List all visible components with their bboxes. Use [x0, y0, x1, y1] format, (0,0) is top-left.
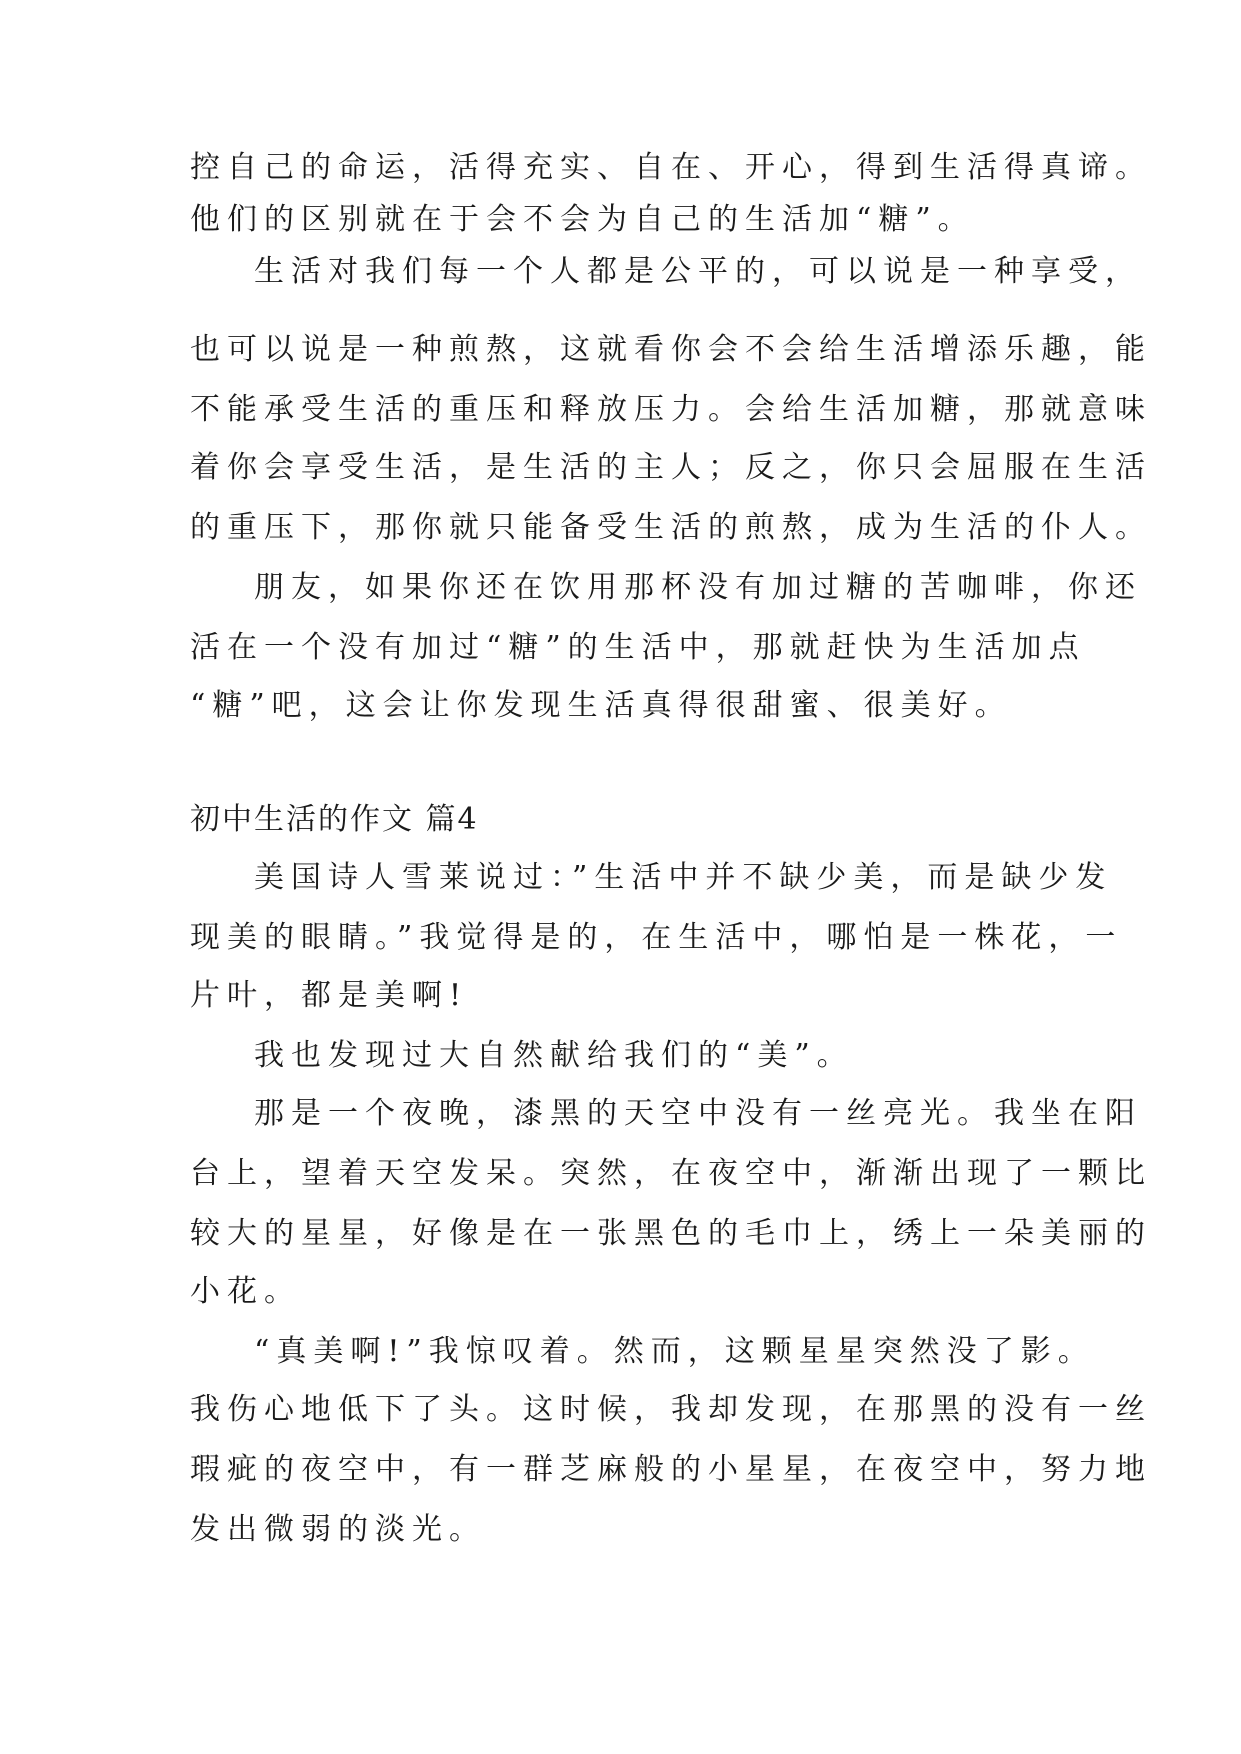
text-line: 着你会享受生活，是生活的主人；反之，你只会屈服在生活: [190, 450, 1152, 485]
text-line: 较大的星星，好像是在一张黑色的毛巾上，绣上一朵美丽的: [190, 1216, 1152, 1251]
text-line: 也可以说是一种煎熬，这就看你会不会给生活增添乐趣，能: [190, 332, 1152, 367]
section-heading: 初中生活的作文 篇4: [190, 802, 479, 837]
paragraph-first-line: 那是一个夜晚，漆黑的天空中没有一丝亮光。我坐在阳: [254, 1096, 1142, 1131]
paragraph-first-line: 生活对我们每一个人都是公平的，可以说是一种享受，: [254, 254, 1142, 289]
text-line: 台上，望着天空发呆。突然，在夜空中，渐渐出现了一颗比: [190, 1156, 1152, 1191]
text-line: 发出微弱的淡光。: [190, 1512, 486, 1547]
paragraph-first-line: 美国诗人雪莱说过：”生活中并不缺少美，而是缺少发: [254, 860, 1113, 895]
text-line: 片叶，都是美啊!: [190, 978, 469, 1013]
text-line: 不能承受生活的重压和释放压力。会给生活加糖，那就意味: [190, 392, 1152, 427]
text-line: 现美的眼睛。”我觉得是的，在生活中，哪怕是一株花，一: [190, 920, 1123, 955]
text-line: 小花。: [190, 1274, 301, 1309]
text-line: 的重压下，那你就只能备受生活的煎熬，成为生活的仆人。: [190, 510, 1152, 545]
text-line: 瑕疵的夜空中，有一群芝麻般的小星星，在夜空中，努力地: [190, 1452, 1152, 1487]
text-line: 他们的区别就在于会不会为自己的生活加“糖”。: [190, 202, 975, 237]
paragraph-first-line: 我也发现过大自然献给我们的“美”。: [254, 1038, 854, 1073]
text-line: 活在一个没有加过“糖”的生活中，那就赶快为生活加点: [190, 630, 1086, 665]
paragraph-first-line: 朋友，如果你还在饮用那杯没有加过糖的苦咖啡，你还: [254, 570, 1142, 605]
text-line: 我伤心地低下了头。这时候，我却发现，在那黑的没有一丝: [190, 1392, 1152, 1427]
text-line: 控自己的命运，活得充实、自在、开心，得到生活得真谛。: [190, 150, 1152, 185]
text-line: “糖”吧，这会让你发现生活真得很甜蜜、很美好。: [190, 688, 1012, 723]
paragraph-first-line: “真美啊!”我惊叹着。然而，这颗星星突然没了影。: [254, 1334, 1095, 1369]
